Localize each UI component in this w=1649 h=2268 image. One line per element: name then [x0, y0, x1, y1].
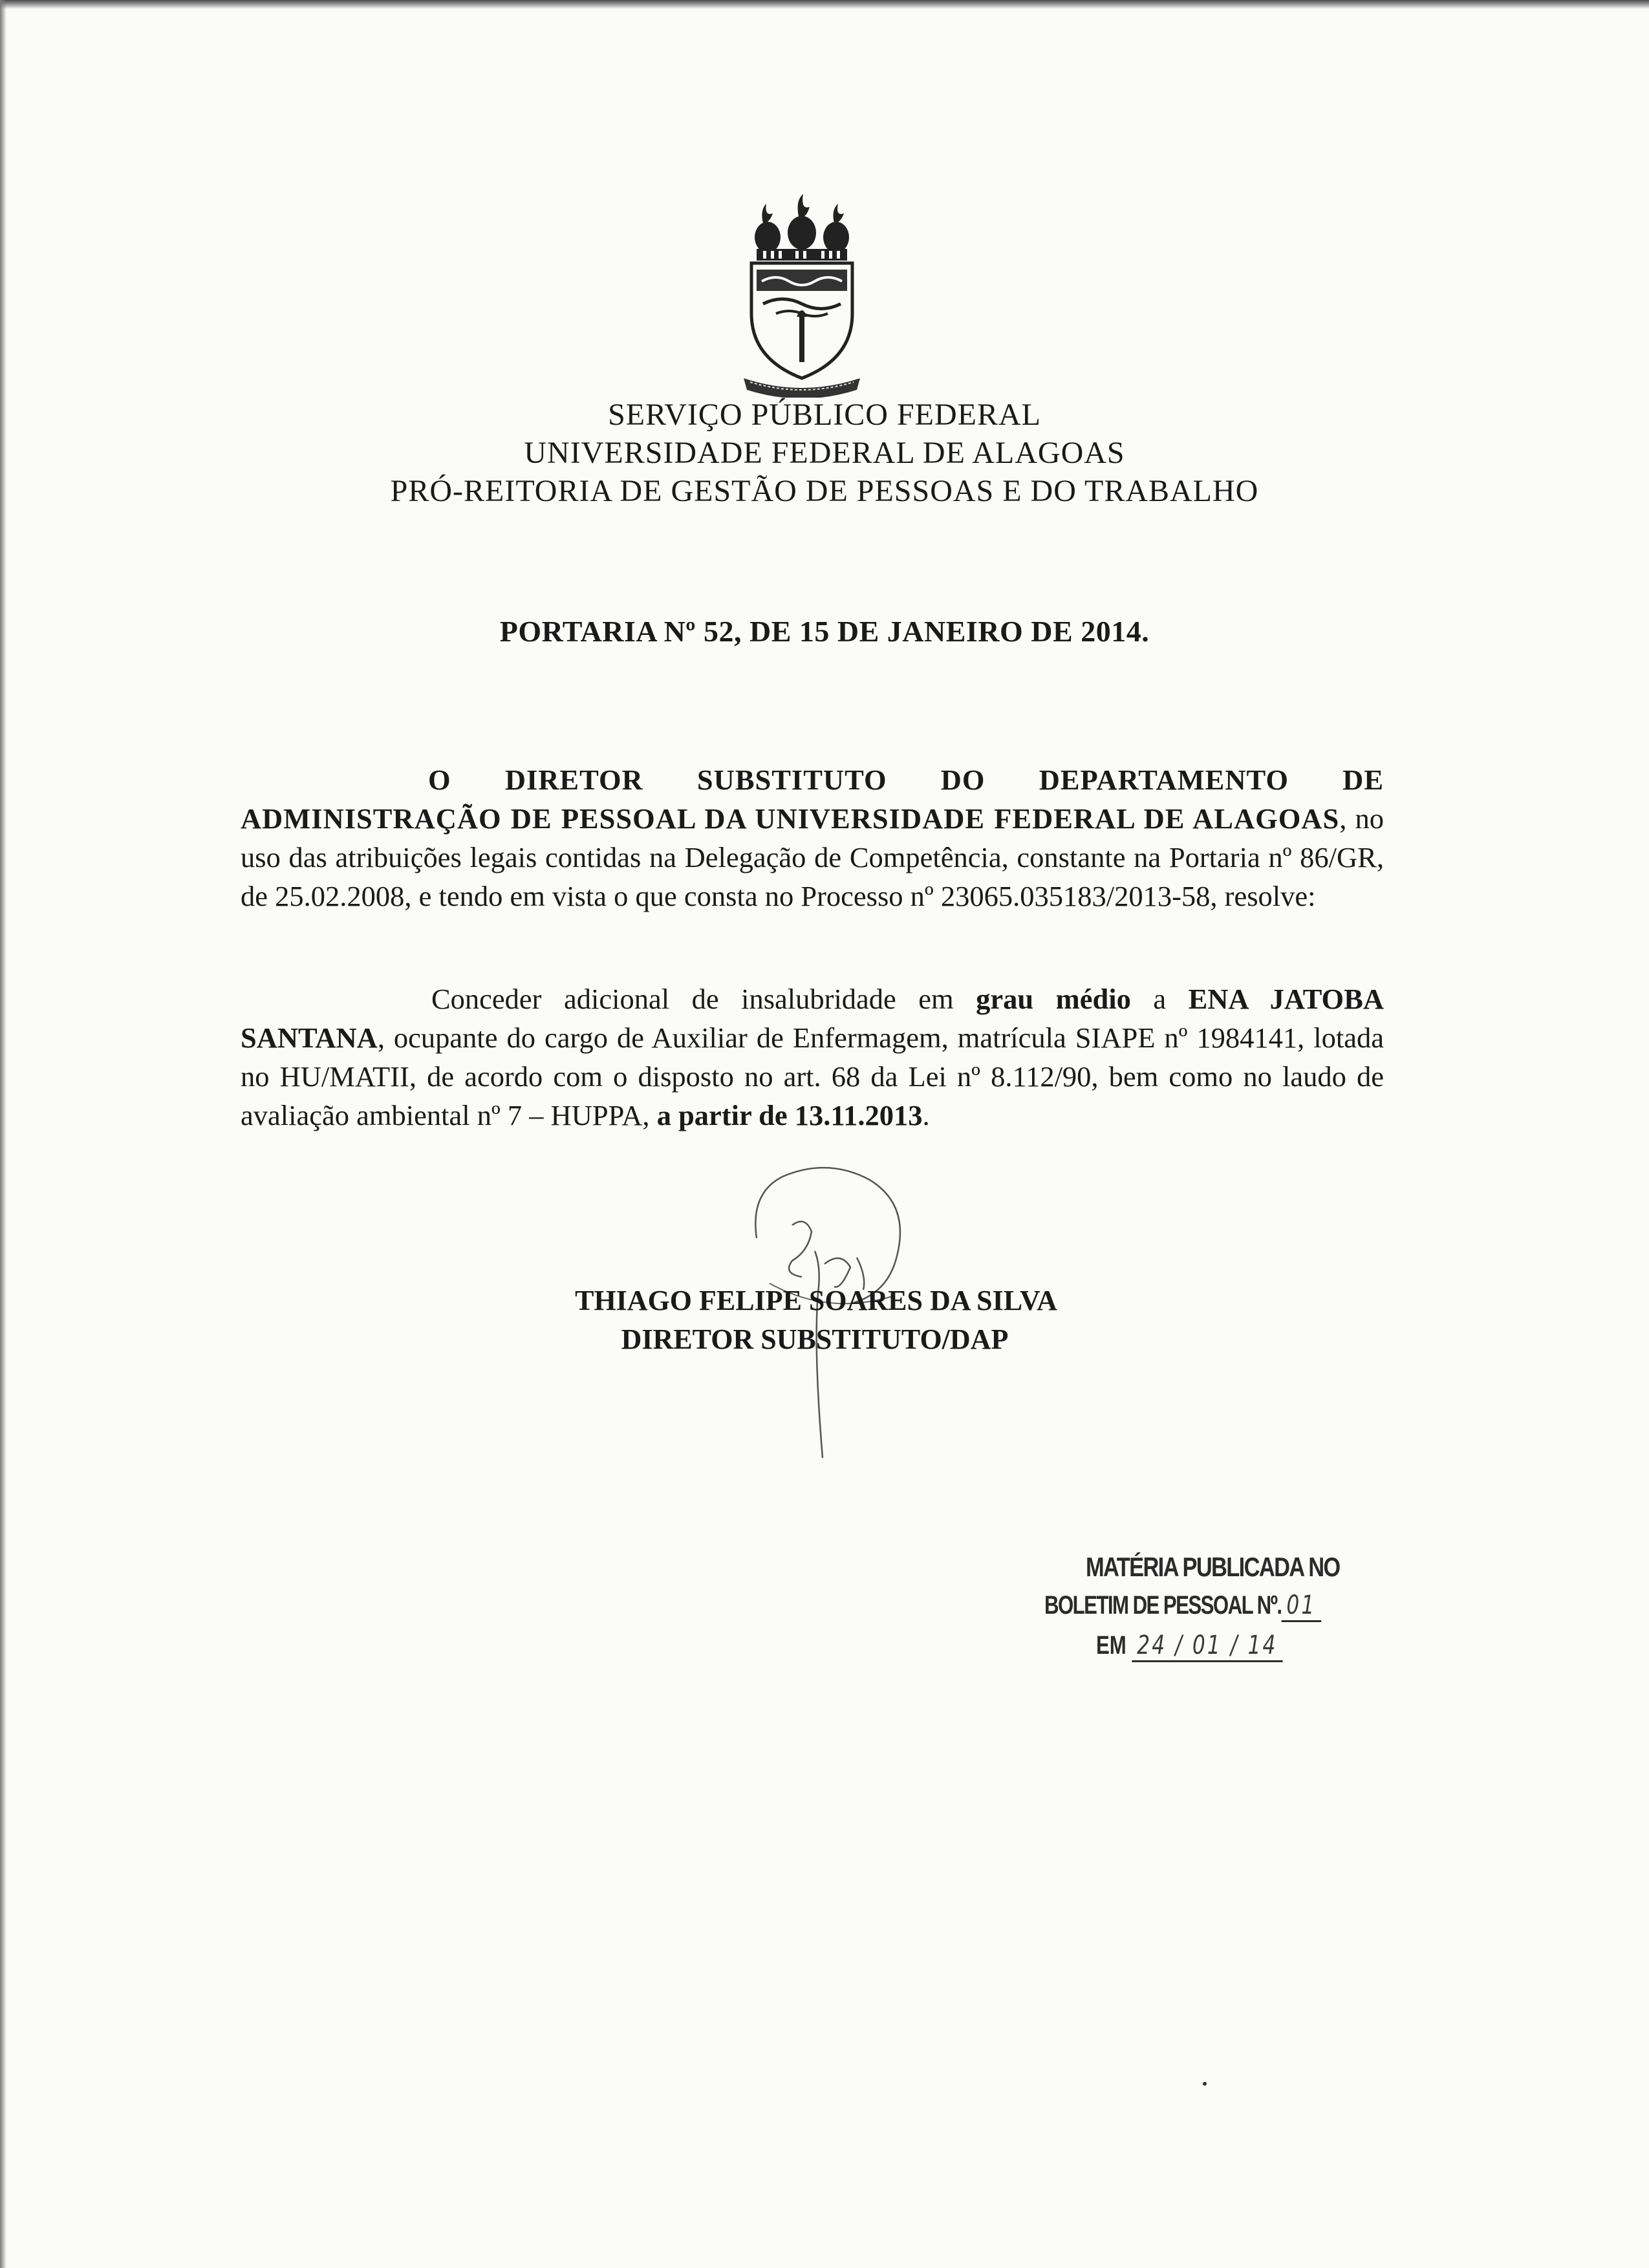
stamp-line-3	[1096, 1631, 1282, 1660]
stamp-date-year: 14	[1247, 1631, 1278, 1660]
header-line-3: PRÓ-REITORIA DE GESTÃO DE PESSOAS E DO TRABALHO	[390, 474, 1259, 508]
signatory-block	[0, 1281, 1649, 1359]
preamble-text: , no uso das atribuições legais contidas na Delegação de Competência, constante na Portaria nº 86/GR, de 25.02.2008, e tendo em vista o que consta no Processo nº 23065.035183/2013-58, resolve:	[241, 802, 1385, 912]
header-line-1: SERVIÇO PÚBLICO FEDERAL	[608, 398, 1041, 432]
resolution-text-4: .	[922, 1099, 930, 1131]
scan-edge-top	[0, 0, 1649, 9]
resolution-text-1: Conceder adicional de insalubridade em	[431, 983, 976, 1015]
signatory-role: DIRETOR SUBSTITUTO/DAP	[621, 1323, 1009, 1355]
stamp-date-label: EM	[1096, 1631, 1126, 1660]
stamp-bulletin-number: 01	[1282, 1590, 1322, 1622]
publication-stamp	[1044, 1552, 1406, 1694]
resolution-employee-name: ENA JATOBA SANTANA	[241, 983, 1384, 1054]
header-line-2: UNIVERSIDADE FEDERAL DE ALAGOAS	[524, 436, 1125, 470]
scan-edge-left	[0, 0, 6, 2268]
portaria-title: PORTARIA Nº 52, DE 15 DE JANEIRO DE 2014.	[499, 615, 1150, 648]
resolution-grade: grau médio	[976, 983, 1131, 1015]
signatory-name: THIAGO FELIPE SOARES DA SILVA	[575, 1285, 1057, 1316]
preamble-authority: O DIRETOR SUBSTITUTO DO DEPARTAMENTO DE ADMINISTRAÇÃO DE PESSOAL DA UNIVERSIDADE FEDERAL DE ALAGOAS	[241, 764, 1384, 835]
resolution-effective-date: a partir de 13.11.2013	[656, 1099, 923, 1131]
paragraph-preamble	[241, 760, 1384, 915]
institution-header	[0, 396, 1649, 510]
scan-speck	[1203, 2082, 1207, 2086]
ufal-coat-of-arms-icon	[737, 184, 867, 398]
stamp-bulletin-label: BOLETIM DE PESSOAL Nº.	[1044, 1591, 1282, 1620]
stamp-line-2	[1044, 1590, 1321, 1620]
stamp-date-day: 24	[1137, 1631, 1167, 1660]
stamp-date-month: 01	[1192, 1631, 1222, 1660]
resolution-text-2: a	[1130, 983, 1189, 1015]
resolution-text-3: , ocupante do cargo de Auxiliar de Enfermagem, matrícula SIAPE nº 1984141, lotada no HU/MATII, de acordo com o disposto no art. 68 da Lei nº 8.112/90, bem como no laudo de avaliação ambiental nº 7 – HUPPA,	[241, 1022, 1384, 1131]
stamp-line-1: MATÉRIA PUBLICADA NO	[1086, 1552, 1340, 1582]
paragraph-resolution	[241, 979, 1384, 1135]
stamp-date: 24 / 01 / 14	[1132, 1631, 1282, 1662]
